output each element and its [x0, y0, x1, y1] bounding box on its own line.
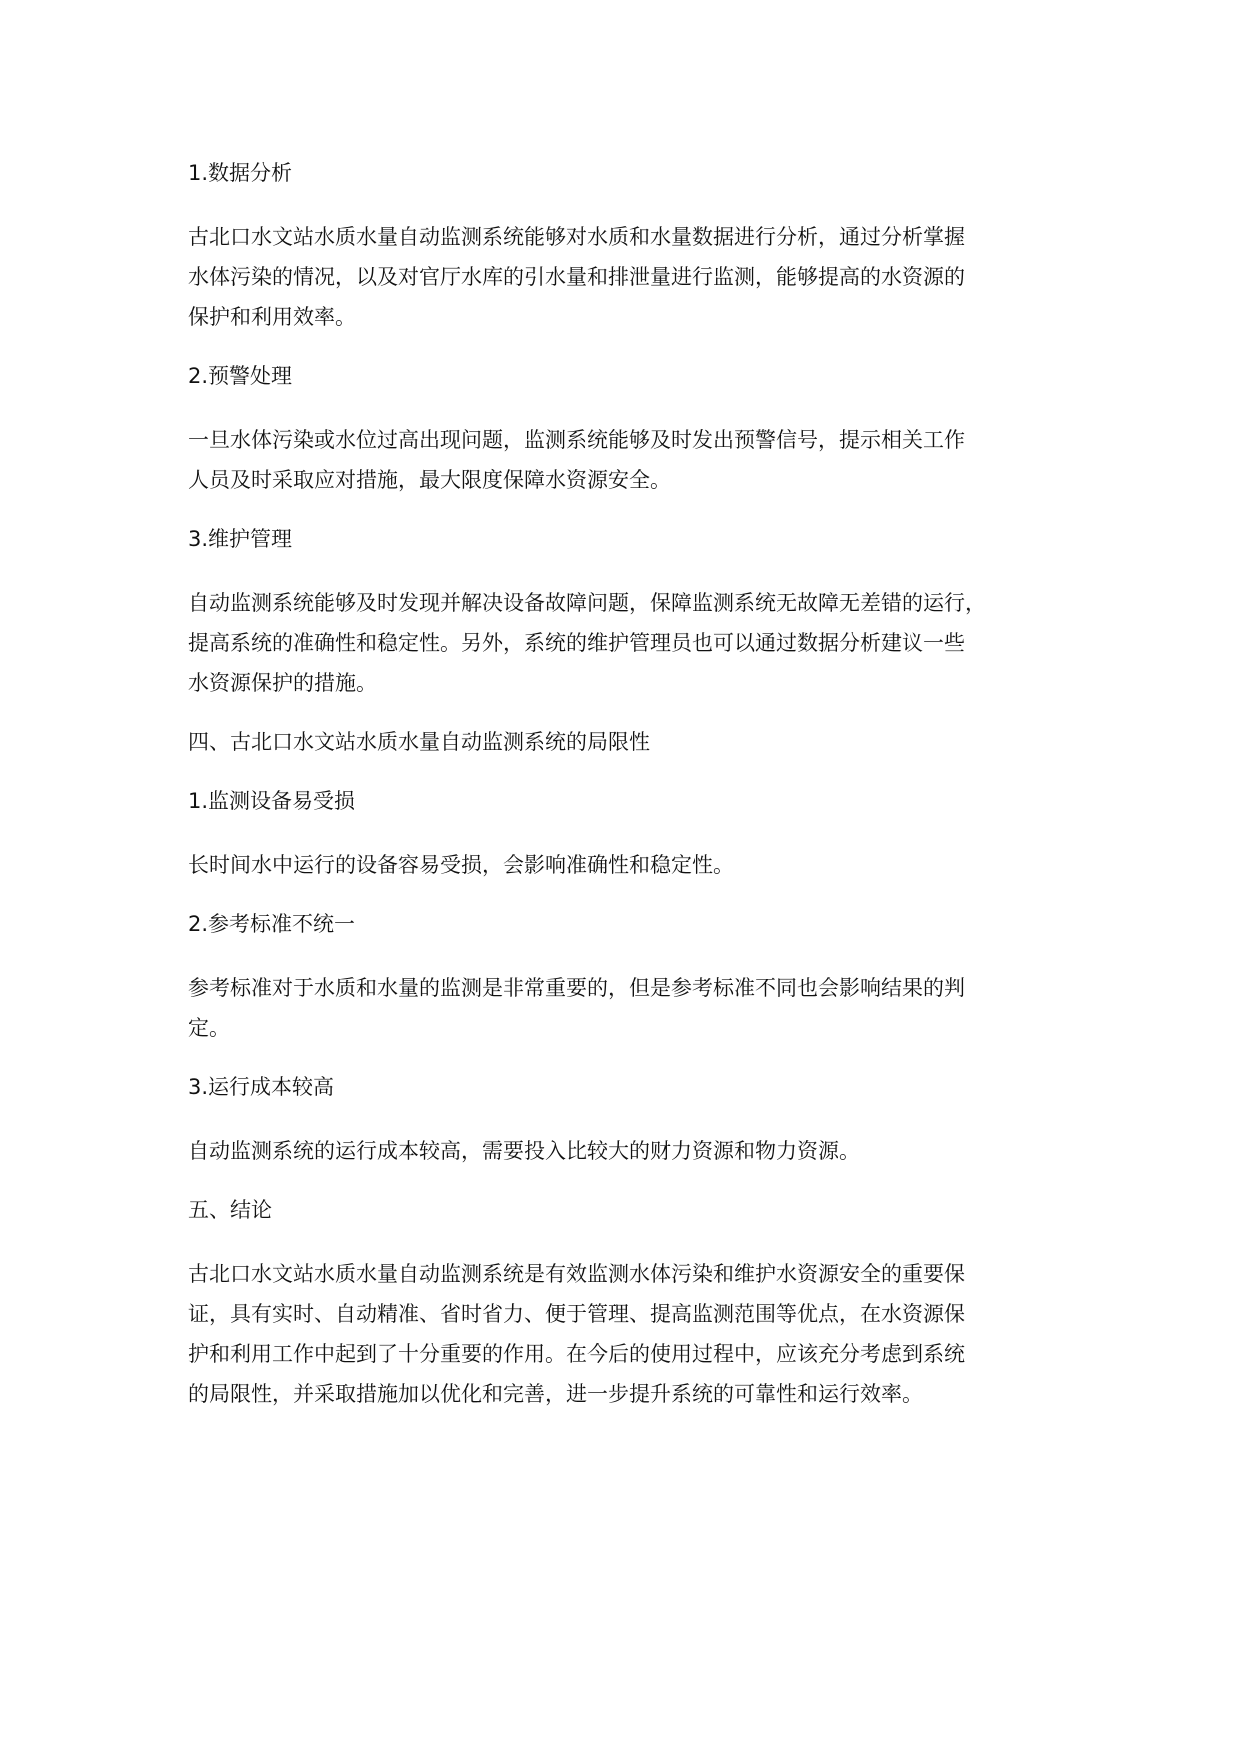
paragraph-line: 定。: [188, 1016, 230, 1040]
section-heading-maintenance: 3.维护管理: [188, 527, 293, 551]
paragraph-line: 古北口水文站水质水量自动监测系统是有效监测水体污染和维护水资源安全的重要保: [188, 1262, 965, 1286]
section-heading-cost: 3.运行成本较高: [188, 1075, 335, 1099]
paragraph-line: 一旦水体污染或水位过高出现问题，监测系统能够及时发出预警信号，提示相关工作: [188, 428, 965, 452]
paragraph-line: 自动监测系统的运行成本较高，需要投入比较大的财力资源和物力资源。: [188, 1139, 860, 1163]
paragraph-line: 提高系统的准确性和稳定性。另外，系统的维护管理员也可以通过数据分析建议一些: [188, 631, 965, 655]
paragraph-line: 长时间水中运行的设备容易受损，会影响准确性和稳定性。: [188, 853, 734, 877]
paragraph-line: 的局限性，并采取措施加以优化和完善，进一步提升系统的可靠性和运行效率。: [188, 1382, 923, 1406]
paragraph-equipment-damage: [188, 845, 1078, 885]
paragraph-line: 护和利用工作中起到了十分重要的作用。在今后的使用过程中，应该充分考虑到系统: [188, 1342, 965, 1366]
paragraph-line: 保护和利用效率。: [188, 305, 356, 329]
paragraph-line: 水资源保护的措施。: [188, 671, 377, 695]
section-heading-equipment-damage: 1.监测设备易受损: [188, 789, 356, 813]
paragraph-maintenance: [188, 583, 1078, 703]
paragraph-conclusion: [188, 1254, 1078, 1414]
paragraph-warning: [188, 420, 1078, 500]
paragraph-standards: [188, 968, 1078, 1048]
paragraph-data-analysis: [188, 217, 1078, 337]
chapter-heading-conclusion: 五、结论: [188, 1198, 272, 1222]
document-body: [188, 158, 1078, 1414]
paragraph-line: 参考标准对于水质和水量的监测是非常重要的，但是参考标准不同也会影响结果的判: [188, 976, 965, 1000]
paragraph-line: 自动监测系统能够及时发现并解决设备故障问题，保障监测系统无故障无差错的运行，: [188, 591, 986, 615]
paragraph-line: 水体污染的情况，以及对官厅水库的引水量和排泄量进行监测，能够提高的水资源的: [188, 265, 965, 289]
paragraph-line: 人员及时采取应对措施，最大限度保障水资源安全。: [188, 468, 671, 492]
paragraph-cost: [188, 1131, 1078, 1171]
paragraph-line: 证，具有实时、自动精准、省时省力、便于管理、提高监测范围等优点，在水资源保: [188, 1302, 965, 1326]
section-heading-warning: 2.预警处理: [188, 364, 293, 388]
chapter-heading-limitations: 四、古北口水文站水质水量自动监测系统的局限性: [188, 730, 650, 754]
section-heading-standards: 2.参考标准不统一: [188, 912, 356, 936]
paragraph-line: 古北口水文站水质水量自动监测系统能够对水质和水量数据进行分析，通过分析掌握: [188, 225, 965, 249]
section-heading-data-analysis: 1.数据分析: [188, 161, 293, 185]
